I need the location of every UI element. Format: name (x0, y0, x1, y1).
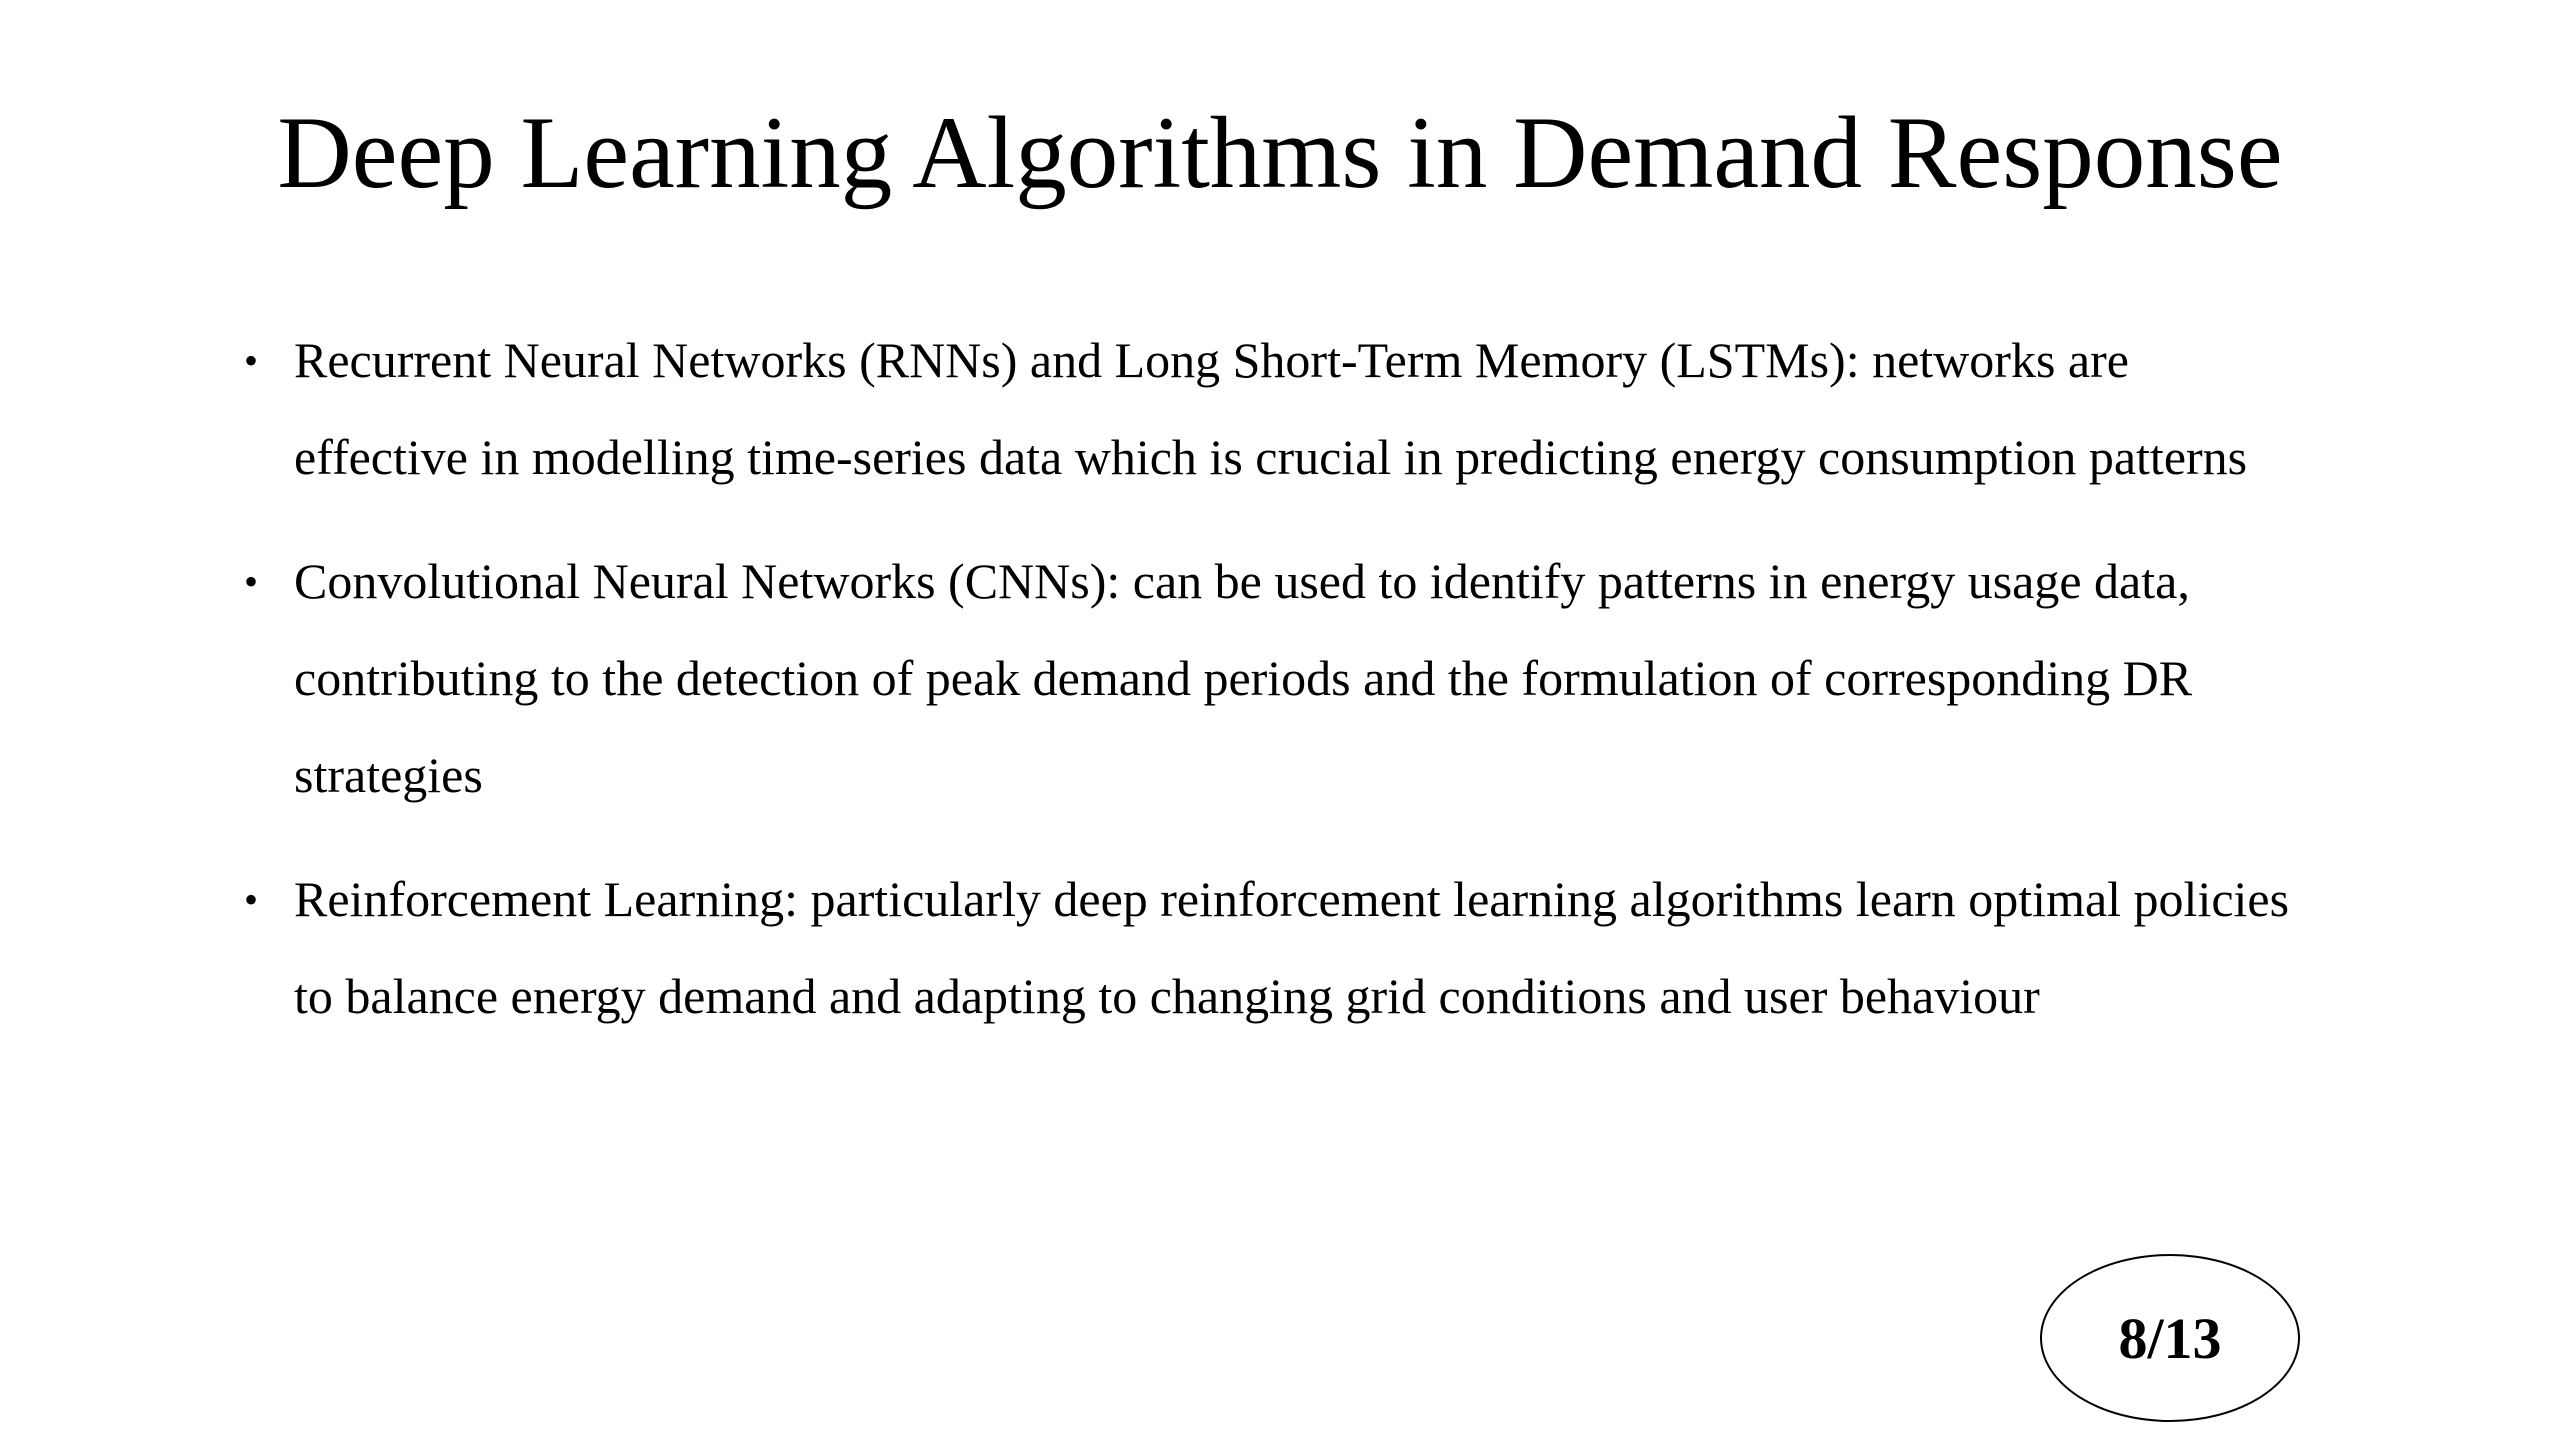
bullet-item-reinforcement-learning (244, 851, 2304, 1045)
page-number-badge (2040, 1254, 2300, 1422)
bullet-item-cnn (244, 533, 2304, 824)
bullet-marker: • (244, 338, 259, 383)
bullet-marker: • (244, 877, 259, 922)
bullet-marker: • (244, 559, 259, 604)
bullet-text: Convolutional Neural Networks (CNNs): can be used to identify patterns in energy usage data, contributing to the detection of peak demand periods and the formulation of corresponding DR strategies (294, 553, 2193, 803)
slide-title: Deep Learning Algorithms in Demand Response (277, 96, 2283, 210)
page-number: 8/13 (2118, 1305, 2222, 1371)
bullet-text: Reinforcement Learning: particularly deep reinforcement learning algorithms learn optimal policies to balance energy demand and adapting to changing grid conditions and user behaviour (294, 871, 2290, 1024)
bullet-list (244, 312, 2304, 1072)
bullet-text: Recurrent Neural Networks (RNNs) and Long Short-Term Memory (LSTMs): networks are effective in modelling time-series data which is crucial in predicting energy consumption patterns (294, 332, 2248, 485)
bullet-item-rnn-lstm (244, 312, 2304, 506)
